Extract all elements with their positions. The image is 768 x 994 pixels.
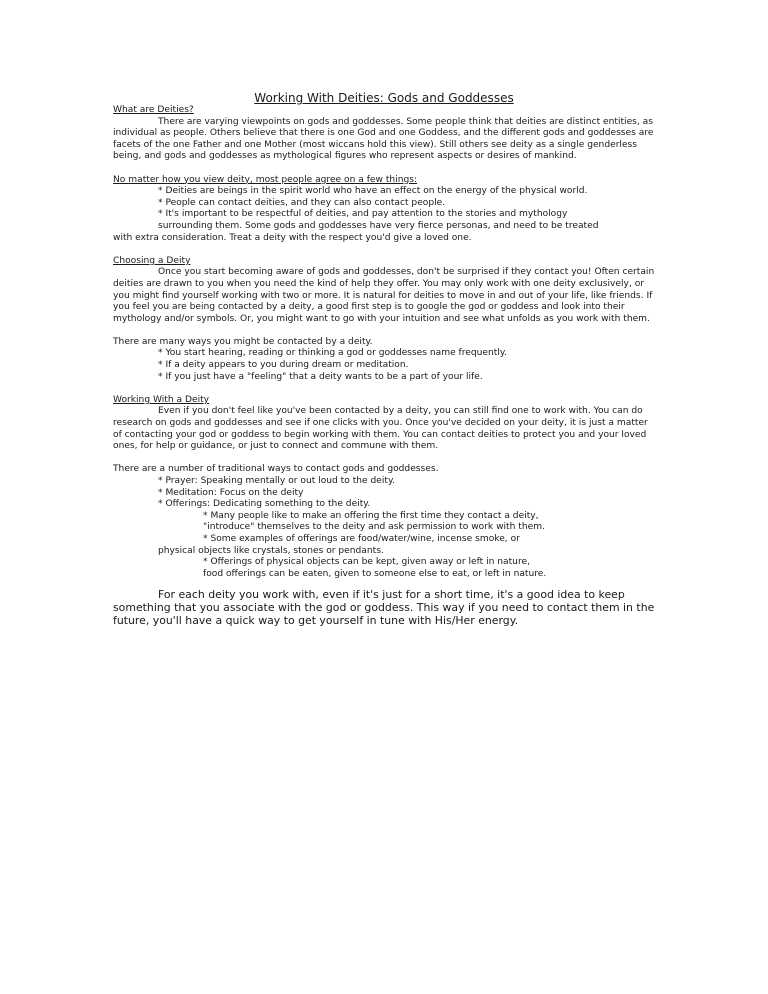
sub-bullet-continuation: food offerings can be eaten, given to someone else to eat, or left in nature. bbox=[203, 568, 547, 579]
paragraph-choosing: Once you start becoming aware of gods and goddesses, don't be surprised if they contact you! Often certain deities are drawn to you when you need the kind of help they offer. You may only work with one deity exclusively, or you might find yourself working with two or more. It is natural for deities to move in and out of your life, like friends. If you feel you are being contacted by a deity, a good first step is to google the god or goddess and look into their mythology and/or symbols. Or, you might want to go with your intuition and see what unfolds as you work with them. bbox=[113, 267, 655, 324]
bullet-item: * Deities are beings in the spirit world who have an effect on the energy of the physical world. bbox=[158, 186, 588, 197]
bullet-item: * It's important to be respectful of deities, and pay attention to the stories and mythology bbox=[158, 209, 568, 220]
bullet-item-continuation: surrounding them. Some gods and goddesses have very fierce personas, and need to be treated bbox=[158, 220, 599, 231]
sub-bullet-continuation: "introduce" themselves to the deity and ask permission to work with them. bbox=[203, 522, 545, 533]
paragraph-ways-intro: There are a number of traditional ways to contact gods and goddesses. bbox=[113, 464, 439, 475]
bullet-item: * If a deity appears to you during dream or meditation. bbox=[158, 360, 409, 371]
document-body bbox=[113, 91, 655, 627]
section-heading-what-are-deities: What are Deities? bbox=[113, 105, 194, 115]
section-heading-working: Working With a Deity bbox=[113, 394, 210, 405]
sub-bullet-item: * Many people like to make an offering the first time they contact a deity, bbox=[203, 510, 539, 521]
bullet-item: * Offerings: Dedicating something to the deity. bbox=[158, 499, 371, 510]
bullet-item: * Prayer: Speaking mentally or out loud to the deity. bbox=[158, 476, 395, 486]
bullet-item: * If you just have a "feeling" that a deity wants to be a part of your life. bbox=[158, 371, 483, 382]
bullet-item: * You start hearing, reading or thinking a god or goddesses name frequently. bbox=[158, 348, 507, 359]
bullet-item: * Meditation: Focus on the deity bbox=[158, 487, 304, 498]
sub-bullet-item: * Some examples of offerings are food/water/wine, incense smoke, or bbox=[203, 533, 520, 544]
section-heading-choosing: Choosing a Deity bbox=[113, 255, 191, 266]
paragraph-closing: For each deity you work with, even if it's just for a short time, it's a good idea to keep something that you associate with the god or goddess. This way if you need to contact them in the future, you'll have a quick way to get yourself in tune with His/Her energy. bbox=[113, 588, 655, 628]
section-heading-agree: No matter how you view deity, most people agree on a few things: bbox=[113, 174, 418, 185]
bullet-item-continuation: with extra consideration. Treat a deity with the respect you'd give a loved one. bbox=[113, 232, 472, 243]
paragraph-what-are-deities: There are varying viewpoints on gods and goddesses. Some people think that deities are distinct entities, as individual as people. Others believe that there is one God and one Goddess, and the different gods and goddesses are facets of the one Father and one Mother (most wiccans hold this view). Still others see deity as a single genderless being, and gods and goddesses as mythological figures who represent aspects or desires of mankind. bbox=[113, 116, 654, 162]
paragraph-contacted-intro: There are many ways you might be contacted by a deity. bbox=[113, 336, 373, 347]
paragraph-working: Even if you don't feel like you've been contacted by a deity, you can still find one to work with. You can do research on gods and goddesses and see if one clicks with you. Once you've decided on your deity, it is just a matter of contacting your god or goddess to begin working with them. You can contact deities to protect you and your loved ones, for help or guidance, or just to connect and commune with them. bbox=[113, 406, 648, 452]
page-title: Working With Deities: Gods and Goddesses bbox=[254, 91, 514, 105]
sub-bullet-continuation: physical objects like crystals, stones or pendants. bbox=[158, 545, 384, 556]
sub-bullet-item: * Offerings of physical objects can be kept, given away or left in nature, bbox=[203, 557, 530, 568]
bullet-item: * People can contact deities, and they can also contact people. bbox=[158, 197, 446, 208]
